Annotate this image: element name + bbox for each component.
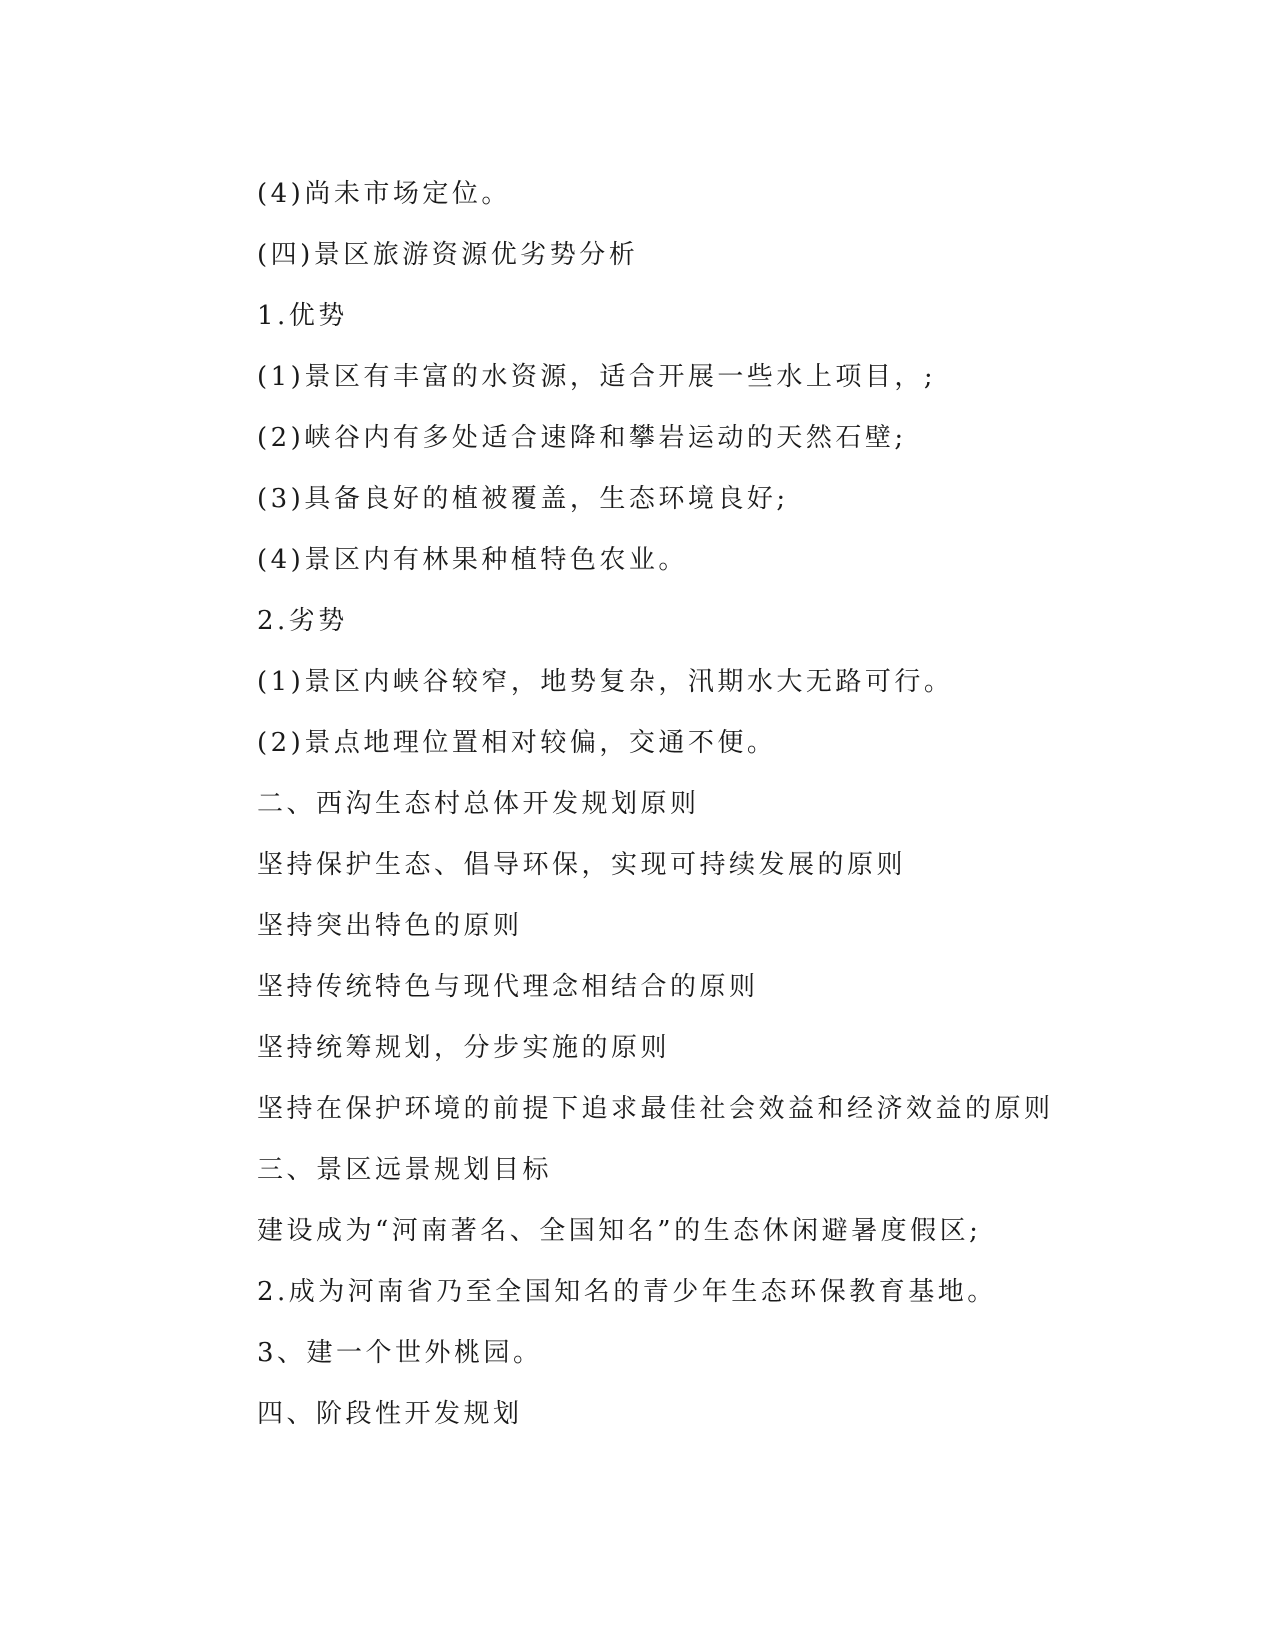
goal-item-1: 建设成为“河南著名、全国知名”的生态休闲避暑度假区; bbox=[257, 1216, 982, 1246]
list-item-market-positioning: (4)尚未市场定位。 bbox=[257, 179, 511, 209]
principle-item-3: 坚持传统特色与现代理念相结合的原则 bbox=[257, 972, 759, 1002]
section-heading-swot: (四)景区旅游资源优劣势分析 bbox=[257, 240, 639, 270]
strength-item-3: (3)具备良好的植被覆盖，生态环境良好; bbox=[257, 484, 789, 514]
section-heading-principles: 二、西沟生态村总体开发规划原则 bbox=[257, 789, 700, 819]
section-heading-goals: 三、景区远景规划目标 bbox=[257, 1155, 553, 1185]
principle-item-4: 坚持统筹规划，分步实施的原则 bbox=[257, 1033, 671, 1063]
weakness-item-2: (2)景点地理位置相对较偏，交通不便。 bbox=[257, 728, 777, 758]
strength-item-4: (4)景区内有林果种植特色农业。 bbox=[257, 545, 688, 575]
principle-item-2: 坚持突出特色的原则 bbox=[257, 911, 523, 941]
weakness-item-1: (1)景区内峡谷较窄，地势复杂，汛期水大无路可行。 bbox=[257, 667, 954, 697]
principle-item-5: 坚持在保护环境的前提下追求最佳社会效益和经济效益的原则 bbox=[257, 1094, 1054, 1124]
strength-item-1: (1)景区有丰富的水资源，适合开展一些水上项目，; bbox=[257, 362, 937, 392]
subheading-weaknesses: 2.劣势 bbox=[257, 606, 348, 636]
goal-item-2: 2.成为河南省乃至全国知名的青少年生态环保教育基地。 bbox=[257, 1277, 997, 1307]
strength-item-2: (2)峡谷内有多处适合速降和攀岩运动的天然石壁; bbox=[257, 423, 907, 453]
subheading-strengths: 1.优势 bbox=[257, 301, 348, 331]
section-heading-phased-plan: 四、阶段性开发规划 bbox=[257, 1399, 523, 1429]
goal-item-3: 3、建一个世外桃园。 bbox=[257, 1338, 543, 1368]
document-body bbox=[257, 164, 1057, 1445]
principle-item-1: 坚持保护生态、倡导环保，实现可持续发展的原则 bbox=[257, 850, 907, 880]
